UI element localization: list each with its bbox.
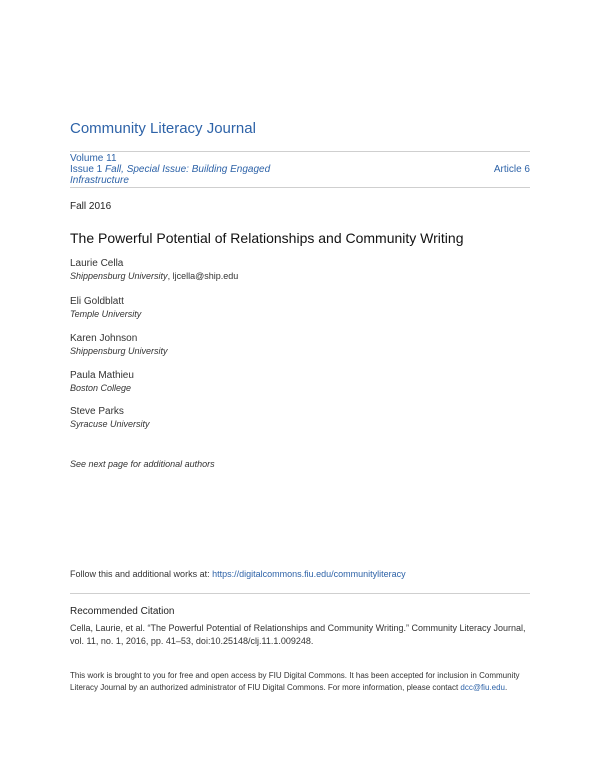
author-affiliation: Boston College: [70, 383, 132, 393]
contact-email-link[interactable]: dcc@fiu.edu: [460, 682, 505, 692]
author-name: Laurie Cella: [70, 258, 124, 269]
author-entry: [70, 258, 238, 282]
journal-title-link[interactable]: Community Literacy Journal: [70, 120, 256, 137]
author-affiliation: Syracuse University: [70, 419, 150, 429]
author-affiliation: Temple University: [70, 309, 142, 319]
author-email[interactable]: , ljcella@ship.edu: [167, 271, 239, 281]
divider: [70, 593, 530, 594]
issue-name: Fall, Special Issue: Building Engaged Infrastructure: [70, 164, 271, 186]
author-entry: [70, 333, 168, 357]
issue-link[interactable]: [70, 164, 330, 186]
paper-title: The Powerful Potential of Relationships and Community Writing: [70, 230, 464, 246]
access-notice-text: This work is brought to you for free and open access by FIU Digital Commons. It has been accepted for inclusion in Community Literacy Journal by an authorized administrator of FIU Digital Commons. For more information, please contact: [70, 671, 520, 692]
author-entry: [70, 406, 150, 430]
author-name: Karen Johnson: [70, 333, 138, 344]
recommended-citation-heading: Recommended Citation: [70, 606, 175, 617]
author-entry: [70, 296, 141, 320]
author-entry: [70, 370, 134, 394]
author-name: Paula Mathieu: [70, 370, 134, 381]
author-affiliation: Shippensburg University, ljcella@ship.edu: [70, 271, 239, 281]
citation-text: Cella, Laurie, et al. “The Powerful Potential of Relationships and Community Writing.” Community Literacy Journal, vol. 11, no. 1, 2016, pp. 41–53, doi:10.25148/clj.11.1.009248.: [70, 623, 526, 646]
follow-line: [70, 569, 406, 579]
author-affiliation: Shippensburg University: [70, 346, 168, 356]
see-next-page-note: See next page for additional authors: [70, 459, 215, 469]
divider: [70, 151, 530, 152]
author-name: Steve Parks: [70, 406, 124, 417]
volume-link[interactable]: Volume 11: [70, 153, 117, 164]
publication-date: Fall 2016: [70, 201, 112, 212]
repository-link[interactable]: https://digitalcommons.fiu.edu/communityliteracy: [212, 569, 406, 579]
article-link[interactable]: Article 6: [493, 164, 530, 175]
author-name: Eli Goldblatt: [70, 296, 124, 307]
issue-prefix: Issue 1: [70, 164, 103, 175]
divider: [70, 187, 530, 188]
follow-prefix: Follow this and additional works at:: [70, 569, 213, 579]
access-notice: This work is brought to you for free and open access by FIU Digital Commons. It has been accepted for inclusion in Community Literacy Journal by an authorized administrator of FIU Digital Commons. For more information, please contact dcc@fiu.edu.: [70, 671, 520, 692]
